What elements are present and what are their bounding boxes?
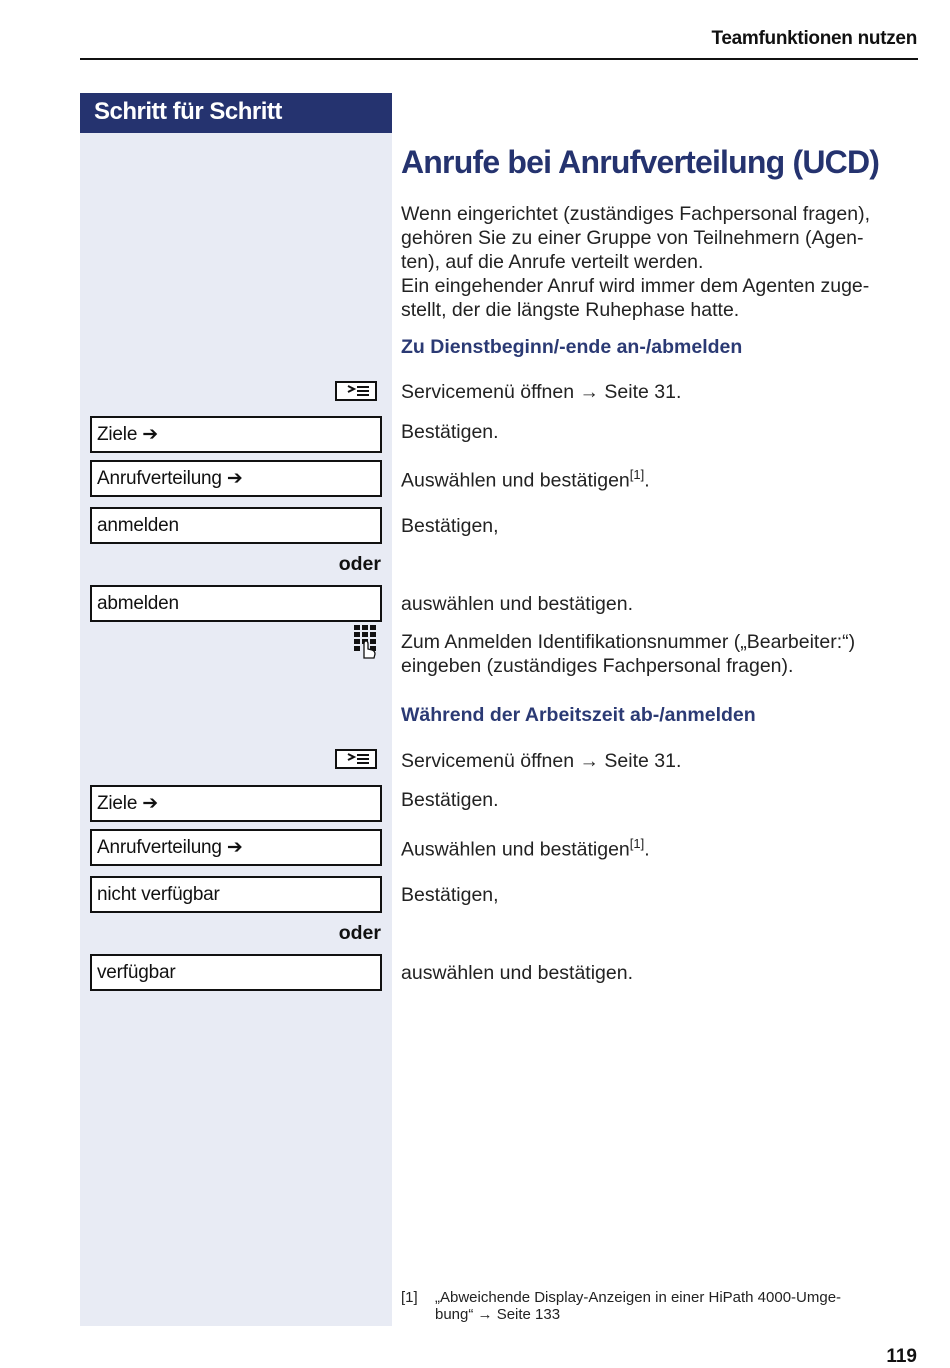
footnote-ref[interactable]: [1] [629,467,645,482]
step-text: Bestätigen. [401,789,499,811]
footnote-text [435,1289,895,1323]
footnote-line: „Abweichende Display-Anzeigen in einer HiPath 4000-Umge- [435,1289,842,1306]
keypad-icon [352,624,380,660]
step-text: Servicemenü öffnen → Seite 31. [401,750,682,772]
oder-label: oder [338,922,381,944]
step-column-title: Schritt für Schritt [80,93,392,133]
step-text: Auswählen und bestätigen[1]. [401,467,650,492]
ziele-button[interactable]: Ziele ➔ [90,785,382,822]
intro-line: Ein eingehender Anruf wird immer dem Agenten zuge- [401,275,870,297]
footnote-line: bung“ → Seite 133 [435,1306,561,1323]
anmelden-button[interactable]: anmelden [90,507,382,544]
intro-paragraph [401,202,921,322]
step-text-main: Auswählen und bestätigen [401,838,630,861]
anrufverteilung-button[interactable]: Anrufverteilung ➔ [90,460,382,497]
page-title: Anrufe bei Anrufverteilung (UCD) [401,144,880,180]
step-text: Servicemenü öffnen → Seite 31. [401,381,682,403]
step-text: Auswählen und bestätigen[1]. [401,836,650,861]
footnote-ref[interactable]: [1] [629,836,645,851]
intro-line: Wenn eingerichtet (zuständiges Fachpersonal fragen), [401,203,870,225]
footnote [401,1289,901,1329]
oder-label: oder [338,553,381,575]
intro-line: stellt, der die längste Ruhephase hatte. [401,299,740,321]
service-menu-icon [335,381,377,401]
nicht-verfuegbar-button[interactable]: nicht verfügbar [90,876,382,913]
ziele-button[interactable]: Ziele ➔ [90,416,382,453]
step-text-main: Auswählen und bestätigen [401,469,630,492]
step-text: auswählen und bestätigen. [401,962,634,984]
anrufverteilung-button[interactable]: Anrufverteilung ➔ [90,829,382,866]
footnote-number: [1] [401,1289,418,1306]
step-text: Zum Anmelden Identifikationsnummer („Bearbeiter:“) [401,631,856,653]
step-column [80,93,392,1326]
running-header: Teamfunktionen nutzen [711,28,917,49]
intro-line: gehören Sie zu einer Gruppe von Teilnehmern (Agen- [401,227,864,249]
step-text: Bestätigen, [401,884,499,906]
verfuegbar-button[interactable]: verfügbar [90,954,382,991]
step-text: eingeben (zuständiges Fachpersonal fragen). [401,655,794,677]
header-rule [80,58,918,60]
intro-line: ten), auf die Anrufe verteilt werden. [401,251,704,273]
abmelden-button[interactable]: abmelden [90,585,382,622]
page-number: 119 [886,1346,917,1367]
step-text: auswählen und bestätigen. [401,593,634,615]
section-heading-worktime: Während der Arbeitszeit ab-/anmelden [401,704,756,726]
service-menu-icon [335,749,377,769]
section-heading-login: Zu Dienstbeginn/-ende an-/abmelden [401,336,743,358]
step-text: Bestätigen, [401,515,499,537]
step-text: Bestätigen. [401,421,499,443]
